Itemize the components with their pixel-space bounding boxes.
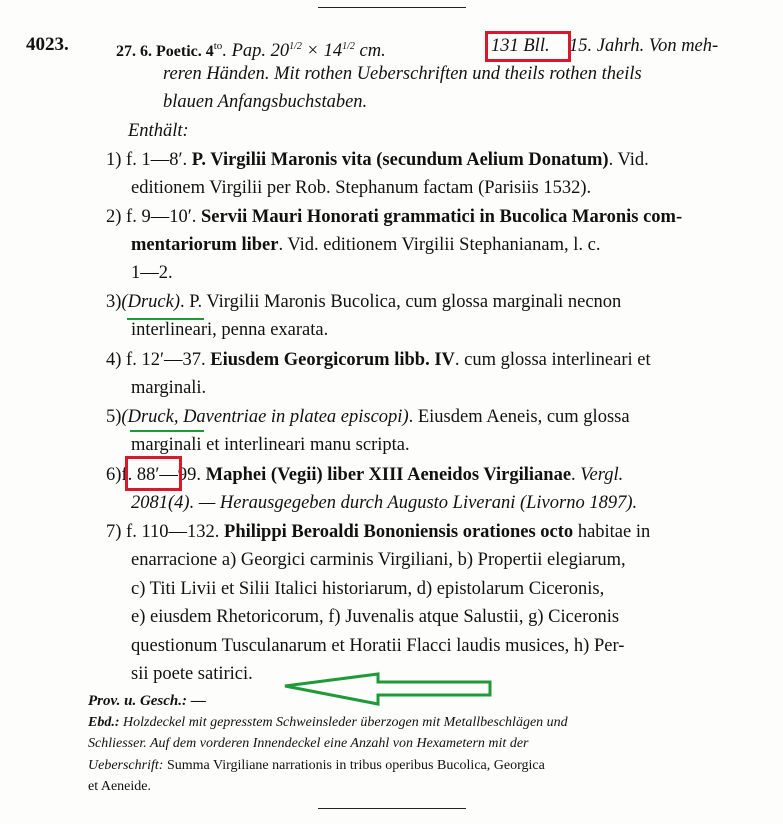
item-ref: Vergl.: [580, 465, 624, 485]
bottom-rule: [318, 808, 466, 809]
size-unit: cm.: [354, 41, 386, 62]
item-title: mentariorum liber: [131, 235, 279, 255]
binding-caption-text: Summa Virgiliane narrationis in tribus operibus Bucolica, Georgica: [163, 758, 545, 773]
item-text: . P. Virgilii Maronis Bucolica, cum glossa marginali necnon: [179, 292, 622, 312]
item-text: . cum glossa interlineari et: [454, 350, 651, 370]
binding-caption-label: Ueberschrift:: [88, 758, 164, 773]
folio-start: f. 88′: [121, 465, 160, 485]
item-2-line-3: 1—2.: [131, 263, 173, 283]
item-text: habitae in: [573, 522, 651, 542]
item-number: 3): [106, 292, 122, 312]
item-1-line-2: editionem Virgilii per Rob. Stephanum factam (Parisiis 1532).: [131, 178, 592, 198]
provenance-label: Prov. u. Gesch.:: [88, 693, 188, 709]
item-7-line-5: questionum Tusculanarum et Horatii Flacci laudis musices, h) Per-: [131, 636, 625, 656]
item-7-line-3: c) Titi Livii et Silii Italici historiarum, d) epistolarum Ciceronis,: [131, 579, 605, 599]
item-text: .: [571, 465, 581, 485]
provenance-value: —: [187, 693, 206, 709]
item-title: Eiusdem Georgicorum libb. IV: [210, 350, 455, 370]
item-text: . Vid. editionem Virgilii Stephanianam, l. c.: [278, 235, 601, 255]
shelfmark: 27. 6. Poetic. 4: [116, 43, 214, 61]
druck-label: (Druck, Daventriae in platea episcopi): [121, 407, 409, 427]
item-number: 4): [106, 350, 122, 370]
folio-range: f. 110—132.: [126, 522, 225, 542]
item-number: 7): [106, 522, 122, 542]
item-7-line-2: enarracione a) Georgici carminis Virgiliani, b) Propertii elegiarum,: [131, 550, 626, 570]
header-rest: 15. Jahrh. Von meh-: [569, 36, 719, 56]
binding-line-1: [88, 714, 568, 732]
entry-number: 4023.: [26, 34, 69, 55]
paper-size-a: . Pap. 20: [222, 41, 290, 62]
folio-range: f. 9—10′.: [126, 207, 202, 227]
item-title: Maphei (Vegii) liber XIII Aeneidos Virgilianae: [205, 465, 572, 485]
size-fraction-1: 1/2: [289, 41, 302, 52]
size-times: × 14: [301, 41, 343, 62]
binding-label: Ebd.:: [88, 715, 120, 730]
item-title: Servii Mauri Honorati grammatici in Bucolica Maronis com-: [201, 207, 683, 227]
item-6-line-2: 2081(4). — Herausgegeben durch Augusto Liverani (Livorno 1897).: [131, 493, 638, 513]
folio-end: —99.: [159, 465, 206, 485]
item-title: P. Virgilii Maronis vita (secundum Aelium Donatum): [191, 150, 609, 170]
folio-range: f. 1—8′.: [126, 150, 192, 170]
binding-text: Holzdeckel mit gepresstem Schweinsleder überzogen mit Metallbeschlägen und: [119, 715, 568, 730]
item-7-line-6: sii poete satirici.: [131, 664, 253, 684]
binding-line-4: et Aeneide.: [88, 779, 151, 794]
binding-line-3: [88, 757, 545, 775]
item-number: 6): [106, 465, 122, 485]
binding-line-2: Schliesser. Auf dem vorderen Innendeckel eine Anzahl von Hexametern mit der: [88, 736, 529, 751]
item-4-line-2: marginali.: [131, 378, 207, 398]
item-number: 5): [106, 407, 122, 427]
druck-label: (Druck): [121, 292, 180, 312]
folio-range: f. 12′—37.: [126, 350, 211, 370]
header-line-3: blauen Anfangsbuchstaben.: [163, 92, 368, 112]
item-3-line-2: interlineari, penna exarata.: [131, 320, 329, 340]
leaves-count: 131 Bll.: [491, 36, 550, 56]
item-number: 1): [106, 150, 122, 170]
contains-label: Enthält:: [128, 121, 189, 141]
item-number: 2): [106, 207, 122, 227]
item-5-line-2: marginali et interlineari manu scripta.: [131, 435, 410, 455]
format-sup: to: [213, 40, 223, 52]
item-text: . Vid.: [608, 150, 649, 170]
item-title: Philippi Beroaldi Bononiensis orationes octo: [224, 522, 574, 542]
item-text: . Eiusdem Aeneis, cum glossa: [408, 407, 630, 427]
provenance-line: [88, 692, 206, 710]
item-7-line-4: e) eiusdem Rhetoricorum, f) Juvenalis atque Salustii, g) Ciceronis: [131, 607, 620, 627]
header-line-2: reren Händen. Mit rothen Ueberschriften und theils rothen theils: [163, 64, 642, 84]
size-fraction-2: 1/2: [342, 41, 355, 52]
